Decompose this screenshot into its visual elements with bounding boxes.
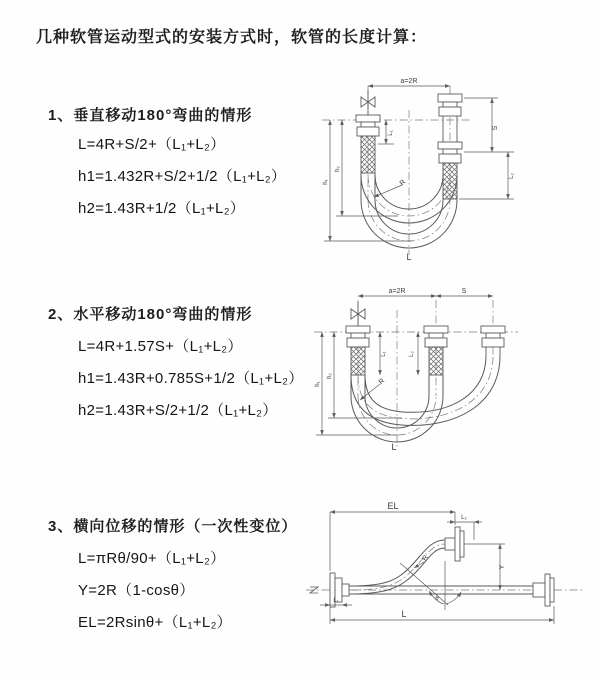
dim-label-h2: h₂ [327, 373, 333, 379]
dim-label-l2: L₂ [409, 351, 415, 357]
angle-label: θ [435, 596, 439, 602]
radius-label: R [398, 178, 408, 188]
dim-label-y: Y [499, 564, 506, 570]
formula-2-h1: h1=1.43R+0.785S+1/2（L₁+L₂） [78, 370, 304, 387]
upper-flange [445, 527, 464, 561]
valve-icon [351, 302, 365, 326]
valve-icon [361, 90, 375, 115]
diagram-lateral-displacement [298, 498, 600, 655]
dim-label-l1: L₁ [381, 351, 387, 357]
dim-label-l2: L₂ [509, 173, 515, 179]
formula-1-h1: h1=1.432R+S/2+1/2（L₁+L₂） [78, 168, 287, 185]
formula-3-el: EL=2Rsinθ+（L₁+L₂） [78, 614, 232, 631]
dimension-lines [324, 86, 514, 241]
page-title: 几种软管运动型式的安装方式时，软管的长度计算： [36, 29, 428, 46]
dim-label-l1: L₁ [388, 130, 394, 136]
hose-fittings [346, 326, 505, 375]
dim-label-s: S [492, 125, 499, 131]
diagram-horizontal-180-bend [306, 284, 600, 452]
hose-u-curves [351, 356, 500, 442]
formula-2-l: L=4R+1.57S+（L₁+L₂） [78, 338, 243, 355]
section-3-heading: 3、横向位移的情形（一次性变位） [48, 518, 298, 535]
dimension-lines [316, 296, 493, 435]
dim-label-a2r: a=2R [400, 78, 418, 85]
dim-label-h1: h₁ [315, 381, 321, 387]
diagram-vertical-180-bend [312, 72, 590, 264]
left-hose-fitting [356, 115, 380, 173]
dimension-lines [320, 512, 554, 624]
radius-label: R [421, 554, 430, 563]
dim-label-l2: L₂ [461, 515, 467, 521]
dim-label-a2r: a=2R [388, 288, 406, 295]
length-label: L [406, 252, 412, 262]
dim-label-h1: h₁ [323, 179, 329, 185]
section-1-heading: 1、垂直移动180°弯曲的情形 [48, 107, 253, 124]
formula-1-l: L=4R+S/2+（L₁+L₂） [78, 136, 226, 153]
dim-label-s: S [461, 288, 467, 295]
formula-2-h2: h2=1.43R+S/2+1/2（L₁+L₂） [78, 402, 278, 419]
section-2-heading: 2、水平移动180°弯曲的情形 [48, 306, 253, 323]
dim-label-l: L [401, 609, 407, 619]
dim-label-el: EL [387, 501, 399, 511]
formula-1-h2: h2=1.43R+1/2（L₁+L₂） [78, 200, 246, 217]
length-label: L [391, 442, 397, 452]
formula-3-y: Y=2R（1-cosθ） [78, 582, 195, 599]
formula-3-l: L=πRθ/90+（L₁+L₂） [78, 550, 226, 567]
dim-label-h2: h₂ [335, 166, 341, 172]
dim-label-l1: L₁ [333, 598, 339, 604]
radius-label: R [377, 377, 387, 387]
